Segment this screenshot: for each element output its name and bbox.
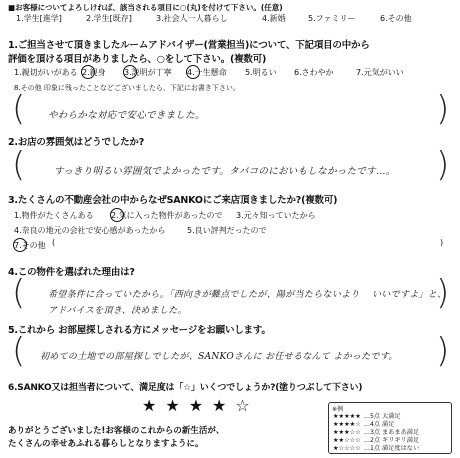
q3-option-5: 5.良い評判だったので (187, 226, 267, 235)
circle-mark (186, 65, 200, 79)
left-paren: ( (12, 145, 26, 185)
header-option-3: 3.社会人一人暮らし (156, 14, 228, 23)
question-5-title: 5.これから お部屋探しされる方にメッセージをお願いします。 (8, 325, 271, 336)
header-option-4: 4.新婚 (262, 14, 286, 23)
header-option-5: 5.ファミリー (308, 14, 356, 23)
q3-option-1: 1.物件がたくさんある (14, 211, 94, 220)
q3-option-4: 4.奈良の地元の会社で安心感があったから (14, 226, 166, 235)
q5-answer: 初めての土地での部屋探しでしたが、SANKOさんに お任せるなんて よかったです。 (40, 352, 398, 362)
q1-option-3: 3.説明が丁寧 (124, 68, 172, 77)
legend-row: ★★★★☆ …4点 満足 (333, 421, 395, 428)
circle-mark (110, 208, 124, 222)
star-icon[interactable]: ★ (212, 396, 227, 415)
question-3-title: 3.たくさんの不動産会社の中からなぜSANKOにご来店頂きましたか?(複数可) (8, 195, 338, 206)
star-icon[interactable]: ☆ (235, 396, 250, 415)
star-icon[interactable]: ★ (165, 396, 180, 415)
left-paren: ( (12, 331, 26, 371)
legend-label: ※例 (332, 406, 344, 413)
q1-option-4: 4.一生懸命 (187, 68, 227, 77)
survey-intro: ■お客様についてよろしければ、該当される項目に○(丸)を付けて下さい。(任意) (8, 3, 283, 12)
rating-legend (328, 402, 452, 454)
footer-line-1: ありがとうございました!お客様のこれからの新生活が、 (8, 426, 225, 436)
circle-mark (13, 238, 27, 252)
circle-mark (81, 65, 95, 79)
q1-option-7: 7.元気がいい (356, 68, 404, 77)
header-option-1: 1.学生[進学] (16, 14, 62, 23)
circle-mark (123, 65, 137, 79)
right-paren: ) (436, 89, 450, 129)
q4-answer-line-2: いいですよ」と、 (372, 290, 447, 300)
left-paren: ( (12, 273, 26, 313)
legend-row: ★★☆☆☆ …2点 ギリギリ満足 (333, 437, 420, 444)
header-option-6: 6.その他 (380, 14, 412, 23)
q1-option-2: 2.親身 (82, 68, 106, 77)
q1-other-label: 8.その他 印象に残ったことなどございましたら、下記にお書き下さい。 (14, 84, 240, 92)
q4-answer-line-3: アドバイスを頂き、決めました。 (48, 306, 187, 316)
right-paren: ) (436, 331, 450, 371)
star-icon[interactable]: ★ (188, 396, 204, 415)
question-4-title: 4.この物件を選ばれた理由は? (8, 267, 135, 278)
legend-row: ★★★★★ …5点 大満足 (333, 413, 401, 420)
star-icon[interactable]: ★ (142, 396, 157, 415)
q3-option-7: 7.その他 (14, 241, 46, 250)
question-1-title: 1.ご担当させて頂きましたルームアドバイザー(営業担当)について、下記項目の中から (8, 40, 370, 51)
q2-answer: すっきり明るい雰囲気でよかったです。タバコのにおいもしなかったです…。 (54, 166, 396, 177)
q3-option-2: 2.気に入った物件があったので (111, 211, 223, 220)
right-paren: ) (436, 145, 450, 185)
q4-answer-line-1: 希望条件に合っていたから。「西向きが難点でしたが、陽が当たらないより (48, 290, 360, 300)
left-paren: ( (52, 238, 56, 247)
q1-option-6: 6.さわやか (294, 68, 334, 77)
footer-line-2: たくさんの幸せあふれる暮らしとなりますように。 (8, 439, 204, 449)
legend-row: ★☆☆☆☆ …1点 満足度はない (333, 445, 420, 452)
legend-row: ★★★☆☆ …3点 まあまあ満足 (333, 429, 420, 436)
satisfaction-stars[interactable] (142, 396, 250, 415)
question-1-title-2: 評価を頂ける項目がありましたら、○をして下さい。(複数可) (8, 54, 267, 65)
right-paren: ) (440, 238, 444, 247)
q1-answer: やわらかな対応で安心できました。 (48, 110, 205, 121)
q1-option-1: 1.親切がいがある (14, 68, 78, 77)
q1-option-5: 5.明るい (245, 68, 277, 77)
question-2-title: 2.お店の雰囲気はどうでしたか? (8, 137, 145, 148)
question-6-title: 6.SANKO又は担当者について、満足度は「☆」いくつでしょうか?(塗りつぶして下さい) (8, 383, 363, 393)
header-option-2: 2.学生[既存] (86, 14, 132, 23)
q3-option-3: 3.元々知っていたから (236, 211, 316, 220)
right-paren: ) (436, 273, 450, 313)
left-paren: ( (12, 89, 26, 129)
